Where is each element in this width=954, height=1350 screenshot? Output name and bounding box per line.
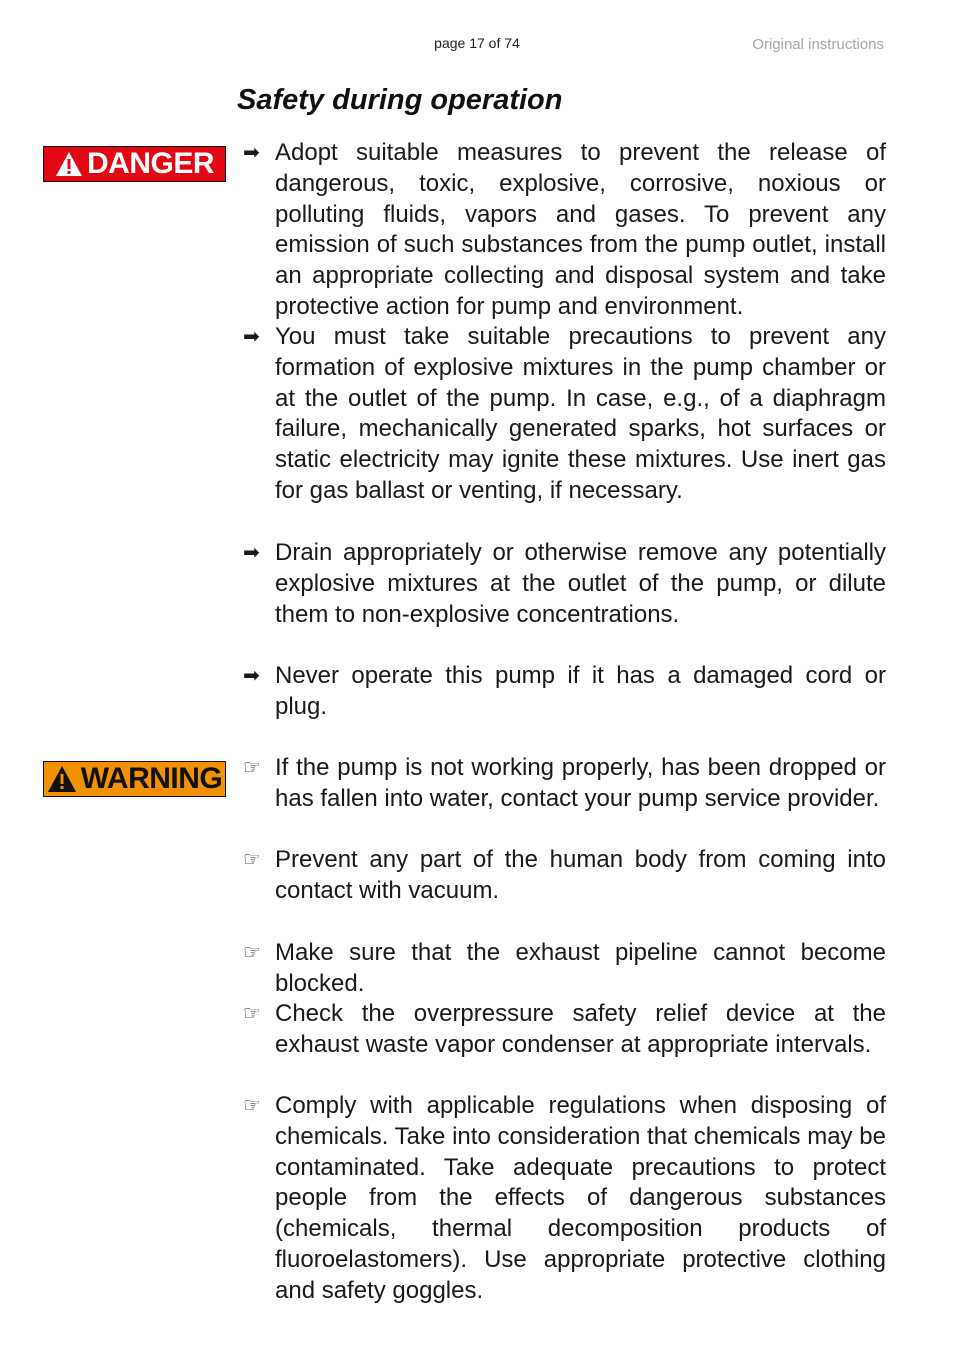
- arrow-right-icon: ➡: [243, 326, 260, 348]
- warning-badge: [43, 761, 226, 797]
- list-item: [243, 661, 886, 723]
- list-item: [243, 753, 886, 815]
- danger-label: DANGER: [86, 147, 214, 180]
- list-item: [243, 1091, 886, 1307]
- pointing-hand-icon: ☞: [243, 757, 261, 779]
- danger-item-text: Never operate this pump if it has a damaged cord or plug.: [275, 662, 886, 720]
- warning-item-text: Comply with applicable regulations when disposing of chemicals. Take into consideration that chemicals may be contaminated. Take adequate precautions to protect people from the effects of dangerous substances (chemicals, thermal decomposition products of fluoroelastomers). Use appropriate protective clothing and safety goggles.: [275, 1092, 886, 1304]
- danger-item-text: You must take suitable precautions to prevent any formation of explosive mixtures in the pump chamber or at the outlet of the pump. In case, e.g., of a diaphragm failure, mechanically generated sparks, hot surfaces or static electricity may ignite these mixtures. Use inert gas for gas ballast or venting, if necessary.: [275, 323, 886, 504]
- warning-triangle-icon: [47, 765, 77, 793]
- warning-triangle-icon: [55, 151, 83, 177]
- warning-item-text: Make sure that the exhaust pipeline cannot become blocked.: [275, 939, 886, 997]
- list-item: [243, 999, 886, 1061]
- list-item: [243, 538, 886, 630]
- danger-item-text: Drain appropriately or otherwise remove any potentially explosive mixtures at the outlet of the pump, or dilute them to non-explosive concentrations.: [275, 539, 886, 628]
- pointing-hand-icon: ☞: [243, 942, 261, 964]
- page-number: page 17 of 74: [434, 35, 520, 51]
- list-item: [243, 322, 886, 507]
- arrow-right-icon: ➡: [243, 142, 260, 164]
- list-item: [243, 138, 886, 323]
- danger-item-text: Adopt suitable measures to prevent the release of dangerous, toxic, explosive, corrosive, noxious or polluting fluids, vapors and gases. To prevent any emission of such substances from the pump outlet, install an appropriate collecting and disposal system and take protective action for pump and environment.: [275, 139, 886, 320]
- warning-item-text: Check the overpressure safety relief device at the exhaust waste vapor condenser at appropriate intervals.: [275, 1000, 886, 1058]
- warning-item-text: Prevent any part of the human body from coming into contact with vacuum.: [275, 846, 886, 904]
- danger-badge: [43, 146, 226, 182]
- document-type-label: Original instructions: [752, 36, 884, 53]
- pointing-hand-icon: ☞: [243, 1003, 261, 1025]
- pointing-hand-icon: ☞: [243, 1095, 261, 1117]
- arrow-right-icon: ➡: [243, 542, 260, 564]
- section-title: Safety during operation: [237, 84, 563, 116]
- list-item: [243, 938, 886, 1000]
- warning-item-text: If the pump is not working properly, has been dropped or has fallen into water, contact your pump service provider.: [275, 754, 886, 812]
- warning-label: WARNING: [80, 762, 223, 795]
- arrow-right-icon: ➡: [243, 665, 260, 687]
- pointing-hand-icon: ☞: [243, 849, 261, 871]
- list-item: [243, 845, 886, 907]
